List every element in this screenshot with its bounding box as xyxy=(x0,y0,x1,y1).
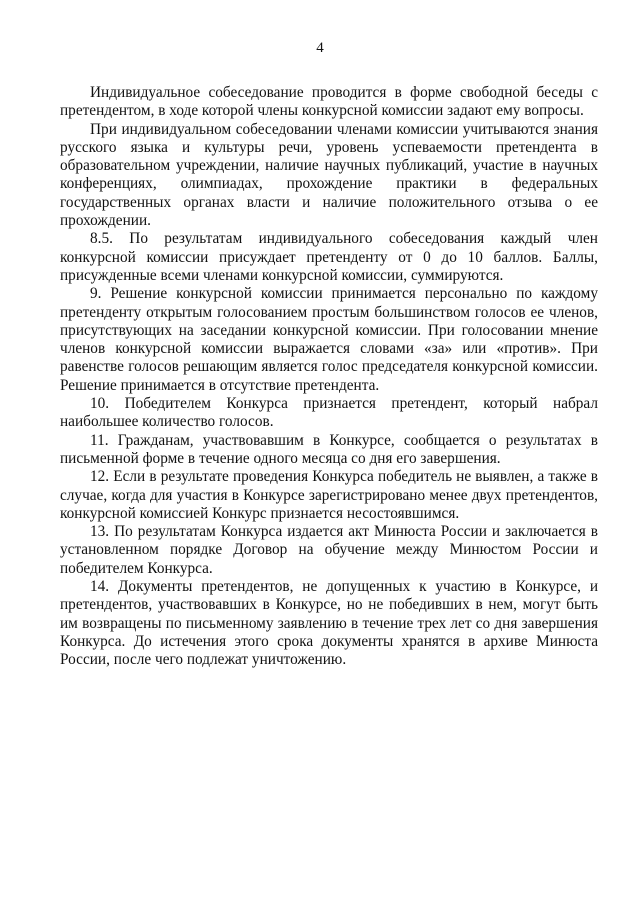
document-body xyxy=(60,84,598,670)
paragraph-interview-criteria: При индивидуальном собеседовании членами комиссии учитываются знания русского языка и культуры речи, уровень успеваемости претендента в образовательном учреждении, наличие научных публикаций, участие в научных конференциях, олимпиадах, прохождение практики в федеральных государственных органах власти и наличие положительного отзыва о ее прохождении. xyxy=(60,120,598,230)
paragraph-14-documents: 14. Документы претендентов, не допущенных к участию в Конкурсе, и претендентов, участвовавших в Конкурсе, но не победивших в нем, могут быть им возвращены по письменному заявлению в течение трех лет со дня завершения Конкурса. До истечения этого срока документы хранятся в архиве Минюста России, после чего подлежат уничтожению. xyxy=(60,578,598,669)
paragraph-9-decision: 9. Решение конкурсной комиссии принимается персонально по каждому претенденту открытым голосованием простым большинством голосов ее членов, присутствующих на заседании конкурсной комиссии. При голосовании мнение членов конкурсной комиссии выражается словами «за» или «против». При равенстве голосов решающим является голос председателя конкурсной комиссии. Решение принимается в отсутствие претендента. xyxy=(60,285,598,394)
paragraph-interview-form: Индивидуальное собеседование проводится в форме свободной беседы с претендентом, в ходе которой члены конкурсной комиссии задают ему вопросы. xyxy=(60,84,598,120)
paragraph-10-winner: 10. Победителем Конкурса признается претендент, который набрал наибольшее количество голосов. xyxy=(60,395,598,431)
paragraph-12-failed-contest: 12. Если в результате проведения Конкурса победитель не выявлен, а также в случае, когда для участия в Конкурсе зарегистрировано менее двух претендентов, конкурсной комиссией Конкурс признается несостоявшимся. xyxy=(60,468,598,522)
paragraph-11-notification: 11. Гражданам, участвовавшим в Конкурсе, сообщается о результатах в письменной форме в течение одного месяца со дня его завершения. xyxy=(60,431,598,467)
paragraph-13-contract: 13. По результатам Конкурса издается акт Минюста России и заключается в установленном порядке Договор на обучение между Минюстом России и победителем Конкурса. xyxy=(60,523,598,577)
page-number: 4 xyxy=(316,40,324,56)
paragraph-8-5-scoring: 8.5. По результатам индивидуального собеседования каждый член конкурсной комиссии присуждает претенденту от 0 до 10 баллов. Баллы, присужденные всеми членами конкурсной комиссии, суммируются. xyxy=(60,230,598,284)
